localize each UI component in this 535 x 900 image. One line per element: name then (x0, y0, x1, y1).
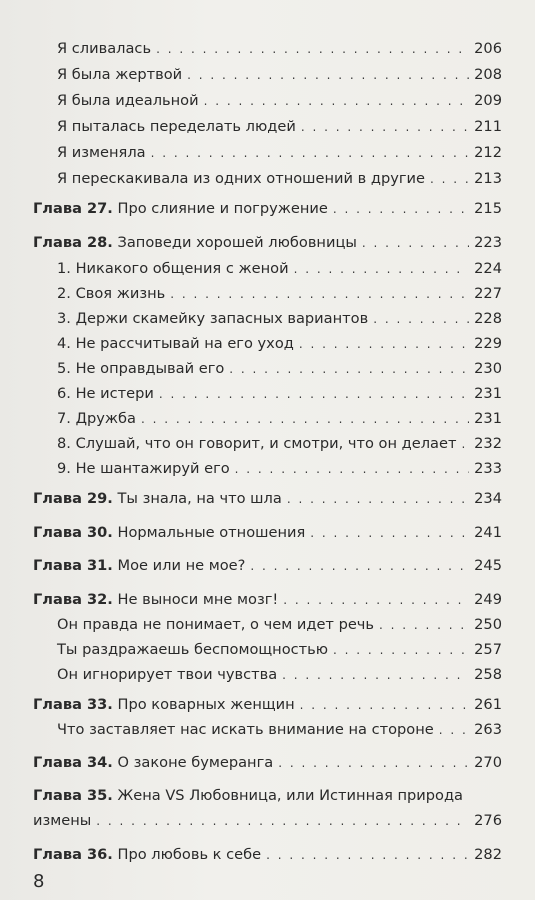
toc-chapter-heading (33, 234, 357, 252)
toc-chapter-heading (33, 754, 273, 772)
toc-subentry-title: 8. Слушай, что он говорит, и смотри, что он делает (57, 435, 457, 452)
toc-chapter-heading (33, 696, 295, 714)
toc-chapter-heading (33, 524, 305, 542)
dot-leader (96, 812, 469, 830)
dot-leader (439, 721, 469, 739)
toc-subentry-title: 2. Своя жизнь (57, 285, 166, 302)
toc-subentry (33, 92, 502, 110)
toc-page-number: 257 (474, 641, 502, 658)
toc-subentry-title: Я была жертвой (57, 66, 183, 83)
chapter-title: Заповеди хорошей любовницы (117, 234, 357, 251)
dot-leader (301, 118, 469, 136)
toc-chapter (33, 557, 502, 575)
dot-leader (235, 460, 469, 478)
chapter-title: Не выноси мне мозг! (117, 591, 279, 608)
toc-subentry-title: Он игнорирует твои чувства (57, 666, 278, 683)
dot-leader (294, 260, 469, 278)
toc-chapter (33, 787, 502, 805)
toc-subentry-title: Ты раздражаешь беспомощностью (57, 641, 329, 658)
chapter-label: Глава 31. (33, 557, 113, 574)
dot-leader (379, 616, 469, 634)
toc-subentry (33, 310, 502, 328)
chapter-label: Глава 35. (33, 787, 113, 804)
toc-subentry-title: Я пыталась переделать людей (57, 118, 296, 135)
toc-chapter-heading (33, 490, 282, 508)
toc-chapter (33, 696, 502, 714)
toc-chapter (33, 846, 502, 864)
toc-subentry (33, 721, 502, 739)
chapter-title: Про любовь к себе (117, 846, 262, 863)
toc-subentry-title: 9. Не шантажируй его (57, 460, 230, 477)
toc-subentry (33, 170, 502, 188)
dot-leader (156, 40, 469, 58)
toc-chapter (33, 524, 502, 542)
toc-page-number: 250 (474, 616, 502, 633)
dot-leader (229, 360, 469, 378)
toc-page-number: 212 (474, 144, 502, 161)
toc-page-number: 213 (474, 170, 502, 187)
toc-page-number: 234 (474, 490, 502, 507)
toc-page-number: 223 (474, 234, 502, 251)
chapter-title: Нормальные отношения (117, 524, 306, 541)
toc-page-number: 282 (474, 846, 502, 863)
toc-page-number: 276 (474, 812, 502, 829)
toc-chapter-heading (33, 200, 328, 218)
chapter-label: Глава 36. (33, 846, 113, 863)
chapter-label: Глава 29. (33, 490, 113, 507)
toc-subentry (33, 460, 502, 478)
dot-leader (151, 144, 469, 162)
dot-leader (362, 234, 469, 252)
toc-subentry (33, 260, 502, 278)
toc-subentry (33, 40, 502, 58)
toc-page-number: 224 (474, 260, 502, 277)
toc-subentry-title: 3. Держи скамейку запасных вариантов (57, 310, 369, 327)
toc-chapter (33, 754, 502, 772)
toc-page-number: 270 (474, 754, 502, 771)
toc-subentry (33, 435, 502, 453)
dot-leader (159, 385, 469, 403)
dot-leader (461, 435, 469, 453)
toc-page-number: 241 (474, 524, 502, 541)
toc-page-number: 249 (474, 591, 502, 608)
toc-chapter-heading (33, 591, 278, 609)
toc-page-number: 227 (474, 285, 502, 302)
toc-page-number: 228 (474, 310, 502, 327)
toc-subentry-title: 1. Никакого общения с женой (57, 260, 289, 277)
toc-page-number: 209 (474, 92, 502, 109)
toc-subentry-title: 4. Не рассчитывай на его уход (57, 335, 294, 352)
toc-chapter-heading (33, 557, 245, 575)
dot-leader (283, 591, 469, 609)
dot-leader (141, 410, 469, 428)
dot-leader (430, 170, 469, 188)
toc-chapter-heading (33, 846, 261, 864)
chapter-title: Про коварных женщин (117, 696, 295, 713)
toc-subentry-title: Что заставляет нас искать внимание на стороне (57, 721, 434, 738)
toc-subentry (33, 666, 502, 684)
toc-subentry (33, 66, 502, 84)
chapter-label: Глава 32. (33, 591, 113, 608)
chapter-label: Глава 28. (33, 234, 113, 251)
toc-page-number: 261 (474, 696, 502, 713)
dot-leader (333, 200, 469, 218)
toc-subentry (33, 285, 502, 303)
toc-page-number: 215 (474, 200, 502, 217)
dot-leader (373, 310, 469, 328)
chapter-label: Глава 27. (33, 200, 113, 217)
toc-subentry-title: Я была идеальной (57, 92, 199, 109)
toc-subentry-title: Я изменяла (57, 144, 146, 161)
toc-subentry (33, 410, 502, 428)
toc-subentry-title: Я сливалась (57, 40, 152, 57)
dot-leader (282, 666, 469, 684)
toc-page-number: 229 (474, 335, 502, 352)
chapter-label: Глава 30. (33, 524, 113, 541)
dot-leader (300, 696, 469, 714)
toc-subentry-title: 7. Дружба (57, 410, 136, 427)
dot-leader (250, 557, 469, 575)
dot-leader (299, 335, 469, 353)
toc-subentry-title: 6. Не истери (57, 385, 154, 402)
dot-leader (287, 490, 469, 508)
toc-subentry (33, 335, 502, 353)
toc-subentry (33, 118, 502, 136)
toc-chapter-heading (33, 787, 463, 805)
chapter-title: Мое или не мое? (117, 557, 246, 574)
chapter-title: Ты знала, на что шла (117, 490, 282, 507)
toc-chapter (33, 591, 502, 609)
dot-leader (204, 92, 469, 110)
toc-subentry-title: Я перескакивала из одних отношений в другие (57, 170, 426, 187)
toc-page-number: 258 (474, 666, 502, 683)
toc-chapter-continuation (33, 812, 502, 830)
toc-page-number: 263 (474, 721, 502, 738)
page-number: 8 (33, 871, 45, 892)
toc-page-number: 233 (474, 460, 502, 477)
toc-chapter (33, 200, 502, 218)
toc-page-number: 208 (474, 66, 502, 83)
dot-leader (333, 641, 469, 659)
toc-subentry (33, 616, 502, 634)
toc-page-number: 230 (474, 360, 502, 377)
toc-subentry (33, 360, 502, 378)
toc-page-number: 231 (474, 385, 502, 402)
dot-leader (187, 66, 469, 84)
toc-page-number: 232 (474, 435, 502, 452)
toc-page-number: 245 (474, 557, 502, 574)
toc-page-number: 211 (474, 118, 502, 135)
toc-subentry-title: Он правда не понимает, о чем идет речь (57, 616, 375, 633)
toc-subentry (33, 144, 502, 162)
toc-subentry-title: 5. Не оправдывай его (57, 360, 225, 377)
dot-leader (266, 846, 469, 864)
dot-leader (310, 524, 469, 542)
toc-page-number: 206 (474, 40, 502, 57)
toc-chapter (33, 490, 502, 508)
chapter-title-continuation: измены (33, 812, 92, 829)
chapter-title: Жена VS Любовница, или Истинная природа (117, 787, 463, 804)
chapter-title: О законе бумеранга (117, 754, 274, 771)
chapter-title: Про слияние и погружение (117, 200, 328, 217)
toc-page-number: 231 (474, 410, 502, 427)
chapter-label: Глава 34. (33, 754, 113, 771)
toc-subentry (33, 641, 502, 659)
dot-leader (278, 754, 469, 772)
toc-subentry (33, 385, 502, 403)
dot-leader (170, 285, 469, 303)
chapter-label: Глава 33. (33, 696, 113, 713)
toc-chapter (33, 234, 502, 252)
